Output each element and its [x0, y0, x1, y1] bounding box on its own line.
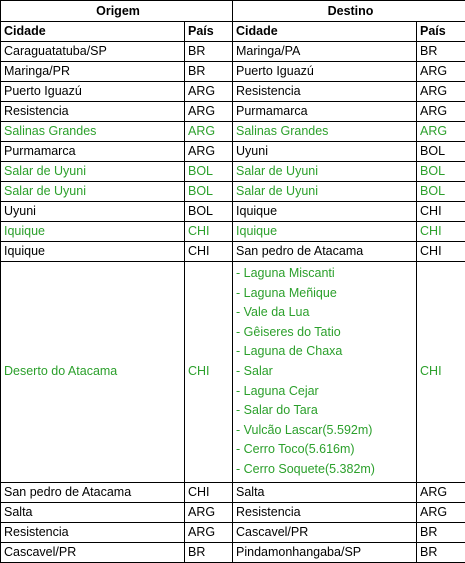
destino-cidade-cell: San pedro de Atacama: [233, 242, 417, 262]
origem-pais-cell: BOL: [185, 202, 233, 222]
destino-pais-header: País: [417, 22, 465, 42]
origem-pais-cell: BOL: [185, 182, 233, 202]
table-row: [1, 162, 465, 182]
destino-cidade-cell: Salar de Uyuni: [233, 182, 417, 202]
destino-cidade-cell: Maringa/PA: [233, 42, 417, 62]
destino-pais-cell: CHI: [417, 262, 465, 483]
table-row: [1, 202, 465, 222]
destino-pais-cell: BOL: [417, 182, 465, 202]
table-row: [1, 482, 465, 502]
origem-pais-cell: ARG: [185, 142, 233, 162]
destino-pais-cell: ARG: [417, 502, 465, 522]
destino-list-item: - Cerro Toco(5.616m): [236, 440, 416, 460]
origem-cidade-cell: Salta: [1, 502, 185, 522]
origem-cidade-cell: Maringa/PR: [1, 62, 185, 82]
origem-pais-cell: ARG: [185, 82, 233, 102]
destino-cidade-cell: Uyuni: [233, 142, 417, 162]
table-row: [1, 62, 465, 82]
table-row: [1, 142, 465, 162]
origem-cidade-cell: Cascavel/PR: [1, 542, 185, 562]
destino-cidade-cell: Iquique: [233, 222, 417, 242]
origem-pais-cell: BR: [185, 62, 233, 82]
origem-cidade-cell: San pedro de Atacama: [1, 482, 185, 502]
destino-pais-cell: ARG: [417, 62, 465, 82]
destino-list-item: - Cerro Soquete(5.382m): [236, 460, 416, 480]
destino-list-item: - Laguna Cejar: [236, 382, 416, 402]
destino-pais-cell: ARG: [417, 122, 465, 142]
origem-cidade-cell: Puerto Iguazú: [1, 82, 185, 102]
origem-pais-cell: CHI: [185, 222, 233, 242]
origem-cidade-cell: Iquique: [1, 222, 185, 242]
destino-cidade-cell: Pindamonhangaba/SP: [233, 542, 417, 562]
origem-pais-cell: BOL: [185, 162, 233, 182]
origem-pais-cell: ARG: [185, 522, 233, 542]
origem-pais-cell: ARG: [185, 502, 233, 522]
destino-pais-cell: BOL: [417, 162, 465, 182]
table-row: [1, 102, 465, 122]
origem-pais-cell: CHI: [185, 482, 233, 502]
destino-cidade-cell: Cascavel/PR: [233, 522, 417, 542]
destino-cidade-cell: Resistencia: [233, 502, 417, 522]
destino-pais-cell: ARG: [417, 482, 465, 502]
destino-cidade-cell: Puerto Iguazú: [233, 62, 417, 82]
table-row-atacama: [1, 262, 465, 483]
destino-list-item: - Vale da Lua: [236, 303, 416, 323]
destino-list-cell: [233, 262, 417, 483]
origem-cidade-cell: Salar de Uyuni: [1, 162, 185, 182]
destino-pais-cell: ARG: [417, 102, 465, 122]
destino-cidade-cell: Resistencia: [233, 82, 417, 102]
table-row: [1, 42, 465, 62]
destino-list-item: - Laguna Meñique: [236, 284, 416, 304]
origem-cidade-cell: Uyuni: [1, 202, 185, 222]
destino-cidade-cell: Salta: [233, 482, 417, 502]
origem-pais-cell: ARG: [185, 122, 233, 142]
destino-pais-cell: CHI: [417, 202, 465, 222]
origem-cidade-cell: Salinas Grandes: [1, 122, 185, 142]
origem-pais-cell: CHI: [185, 262, 233, 483]
table-row: [1, 222, 465, 242]
origem-cidade-cell: Deserto do Atacama: [1, 262, 185, 483]
origem-cidade-cell: Resistencia: [1, 522, 185, 542]
origem-cidade-cell: Purmamarca: [1, 142, 185, 162]
destino-pais-cell: CHI: [417, 222, 465, 242]
destino-cidade-cell: Purmamarca: [233, 102, 417, 122]
table-row: [1, 82, 465, 102]
group-header-row: [1, 1, 465, 22]
destino-pais-cell: BR: [417, 542, 465, 562]
origem-cidade-cell: Iquique: [1, 242, 185, 262]
origem-pais-header: País: [185, 22, 233, 42]
origem-cidade-header: Cidade: [1, 22, 185, 42]
destino-pais-cell: ARG: [417, 82, 465, 102]
table-row: [1, 502, 465, 522]
table-row: [1, 522, 465, 542]
destino-cidade-header: Cidade: [233, 22, 417, 42]
origem-pais-cell: BR: [185, 542, 233, 562]
destino-pais-cell: BOL: [417, 142, 465, 162]
origem-header: Origem: [1, 1, 233, 22]
column-header-row: [1, 22, 465, 42]
destino-cidade-cell: Salinas Grandes: [233, 122, 417, 142]
destino-cidade-cell: Salar de Uyuni: [233, 162, 417, 182]
table-row: [1, 542, 465, 562]
origem-pais-cell: CHI: [185, 242, 233, 262]
destino-header: Destino: [233, 1, 465, 22]
destino-cidade-cell: Iquique: [233, 202, 417, 222]
destino-list-item: - Laguna de Chaxa: [236, 342, 416, 362]
destino-list-item: - Laguna Miscanti: [236, 264, 416, 284]
destino-list-item: - Gêiseres do Tatio: [236, 323, 416, 343]
table-row: [1, 182, 465, 202]
destino-list-item: - Vulcão Lascar(5.592m): [236, 421, 416, 441]
origem-cidade-cell: Salar de Uyuni: [1, 182, 185, 202]
origem-pais-cell: ARG: [185, 102, 233, 122]
table-row: [1, 122, 465, 142]
destino-pais-cell: CHI: [417, 242, 465, 262]
origem-cidade-cell: Caraguatatuba/SP: [1, 42, 185, 62]
destino-list-item: - Salar: [236, 362, 416, 382]
destino-pais-cell: BR: [417, 42, 465, 62]
destino-pais-cell: BR: [417, 522, 465, 542]
origem-cidade-cell: Resistencia: [1, 102, 185, 122]
table-row: [1, 242, 465, 262]
destino-list-item: - Salar do Tara: [236, 401, 416, 421]
origem-pais-cell: BR: [185, 42, 233, 62]
